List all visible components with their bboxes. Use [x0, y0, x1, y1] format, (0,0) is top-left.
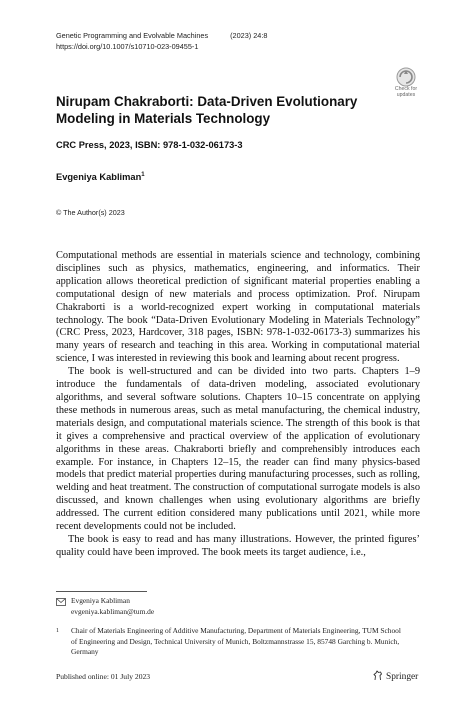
- author-affil-sup: 1: [141, 172, 145, 178]
- author-text: Evgeniya Kabliman: [56, 172, 142, 183]
- published-online-date: Published online: 01 July 2023: [56, 672, 151, 681]
- affiliation-footnote: [56, 626, 406, 658]
- envelope-icon: [56, 598, 66, 606]
- author-name: [56, 172, 145, 182]
- contact-email[interactable]: evgeniya.kabliman@tum.de: [71, 606, 155, 616]
- publisher-name: Springer: [386, 672, 419, 682]
- affiliation-text: Chair of Materials Engineering of Additive Manufacturing, Department of Materials Engineering, TUM School of Engineering and Design, Technical University of Munich, Boltzmannstrasse 15, 85748 Garching b. Munich, Germany: [71, 626, 401, 656]
- copyright-notice: © The Author(s) 2023: [56, 208, 125, 217]
- running-header: [56, 30, 267, 52]
- publisher-line: CRC Press, 2023, ISBN: 978-1-032-06173-3: [56, 140, 243, 150]
- article-body: [56, 250, 420, 560]
- contact-name: Evgeniya Kabliman: [71, 596, 130, 605]
- body-paragraph-2: The book is well-structured and can be divided into two parts. Chapters 1–9 introduce the fundamentals of data-driven modeling, associated evolutionary algorithms, and several software solutions. Chapters 10–15 concentrate on applying these methods in numerous areas, such as metal manufacturing, the chemical industry, materials design, and computational materials science. The strength of this book is that it gives a comprehensive and practical overview of the application of evolutionary algorithms in these areas. Chakraborti briefly and comprehensibly introduces each example. For instance, in Chapters 12–15, the reader can find many physics-based models that predict material properties during manufacturing processes, such as rolling, welding and heat treatment. The construction of computational surrogate models is also discussed, and known challenges when using evolutionary algorithms are briefly addressed. The current edition considered many publications until 2021, while more recent developments could not be included.: [56, 366, 420, 533]
- journal-name: Genetic Programming and Evolvable Machines: [56, 31, 209, 40]
- article-title: Nirupam Chakraborti: Data-Driven Evolutionary Modeling in Materials Technology: [56, 94, 358, 126]
- springer-logo: [373, 670, 418, 682]
- body-paragraph-3: The book is easy to read and has many illustrations. However, the printed figures’ quality could have been improved. The book meets its target audience, i.e.,: [56, 533, 420, 558]
- check-updates-line1: Check for: [394, 86, 418, 92]
- doi-link[interactable]: https://doi.org/10.1007/s10710-023-09455-1: [56, 42, 199, 51]
- check-updates-line2: updates: [396, 92, 416, 98]
- check-updates-icon: [389, 67, 423, 87]
- body-paragraph-1: Computational methods are essential in materials science and technology, combining disciplines such as physics, mathematics, engineering, and informatics. Their application allows theoretical prediction of significant material properties enabling a computational design of new materials and process optimization. Prof. Nirupam Chakraborti is a world-recognized expert working in computational materials technology. The book “Data-Driven Evolutionary Modeling in Materials Technology” (CRC Press, 2023, Hardcover, 318 pages, ISBN: 978-1-032-06173-3) summarizes his many years of research and teaching in this area. Working in computational material science, I was interested in reviewing this book and learning about recent progress.: [56, 250, 420, 365]
- contact-block: [56, 596, 154, 617]
- journal-volume: (2023) 24:8: [230, 31, 268, 40]
- springer-horse-icon: [373, 670, 383, 681]
- check-for-updates-badge[interactable]: [389, 67, 423, 101]
- affiliation-number: 1: [56, 628, 59, 634]
- footnote-divider: [56, 591, 147, 592]
